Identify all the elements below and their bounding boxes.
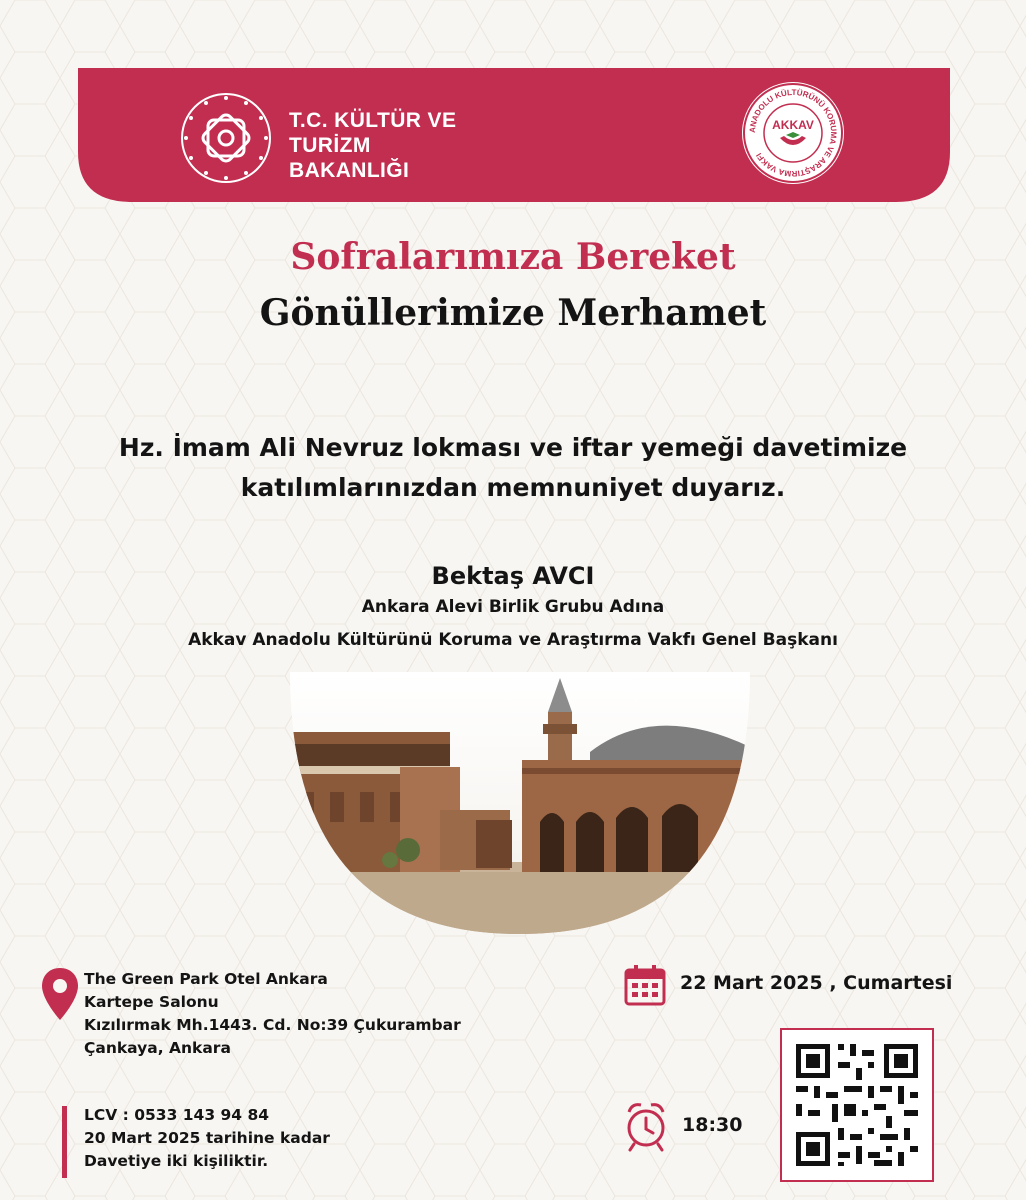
location-pin-icon [40, 966, 80, 1022]
venue-name: The Green Park Otel Ankara [84, 970, 328, 988]
title-line2: Gönüllerimize Merhamet [259, 292, 767, 334]
rsvp-accent-bar [62, 1106, 67, 1178]
akkav-logo [740, 80, 846, 186]
qr-code[interactable] [780, 1028, 934, 1182]
event-time: 18:30 [682, 1114, 743, 1136]
venue-address [84, 968, 461, 1060]
rsvp-deadline: 20 Mart 2025 tarihine kadar [84, 1129, 330, 1147]
invitation-text [0, 428, 1026, 508]
host-role2: Akkav Anadolu Kültürünü Koruma ve Araştırma Vakfı Genel Başkanı [188, 630, 838, 650]
akkav-logo-text: AKKAV [772, 118, 814, 132]
event-date: 22 Mart 2025 , Cumartesi [680, 972, 953, 994]
ministry-logo [178, 90, 538, 186]
title-line1: Sofralarımıza Bereket [290, 236, 736, 278]
host-role1: Ankara Alevi Birlik Grubu Adına [361, 597, 665, 617]
venue-hall: Kartepe Salonu [84, 993, 219, 1011]
venue-street: Kızılırmak Mh.1443. Cd. No:39 Çukurambar [84, 1016, 461, 1034]
calendar-icon [624, 964, 666, 1006]
courtyard-photo [290, 672, 750, 934]
rsvp-note: Davetiye iki kişiliktir. [84, 1152, 269, 1170]
alarm-clock-icon [624, 1100, 668, 1154]
akkav-ring-text: ANADOLU KÜLTÜRÜNÜ KORUMA VE ARAŞTIRMA VAKFI [747, 87, 839, 179]
rsvp-phone: LCV : 0533 143 94 84 [84, 1106, 270, 1124]
ministry-name-line1: T.C. KÜLTÜR VE TURİZM [289, 109, 457, 157]
ministry-name-line2: BAKANLIĞI [289, 159, 410, 182]
rsvp-info [84, 1104, 330, 1173]
invitation-line2: katılımlarınızdan memnuniyet duyarız. [240, 473, 786, 502]
invitation-line1: Hz. İmam Ali Nevruz lokması ve iftar yemeği davetimize [118, 433, 908, 462]
ministry-emblem-icon [178, 90, 274, 186]
venue-city: Çankaya, Ankara [84, 1039, 231, 1057]
host-name: Bektaş AVCI [431, 562, 595, 590]
